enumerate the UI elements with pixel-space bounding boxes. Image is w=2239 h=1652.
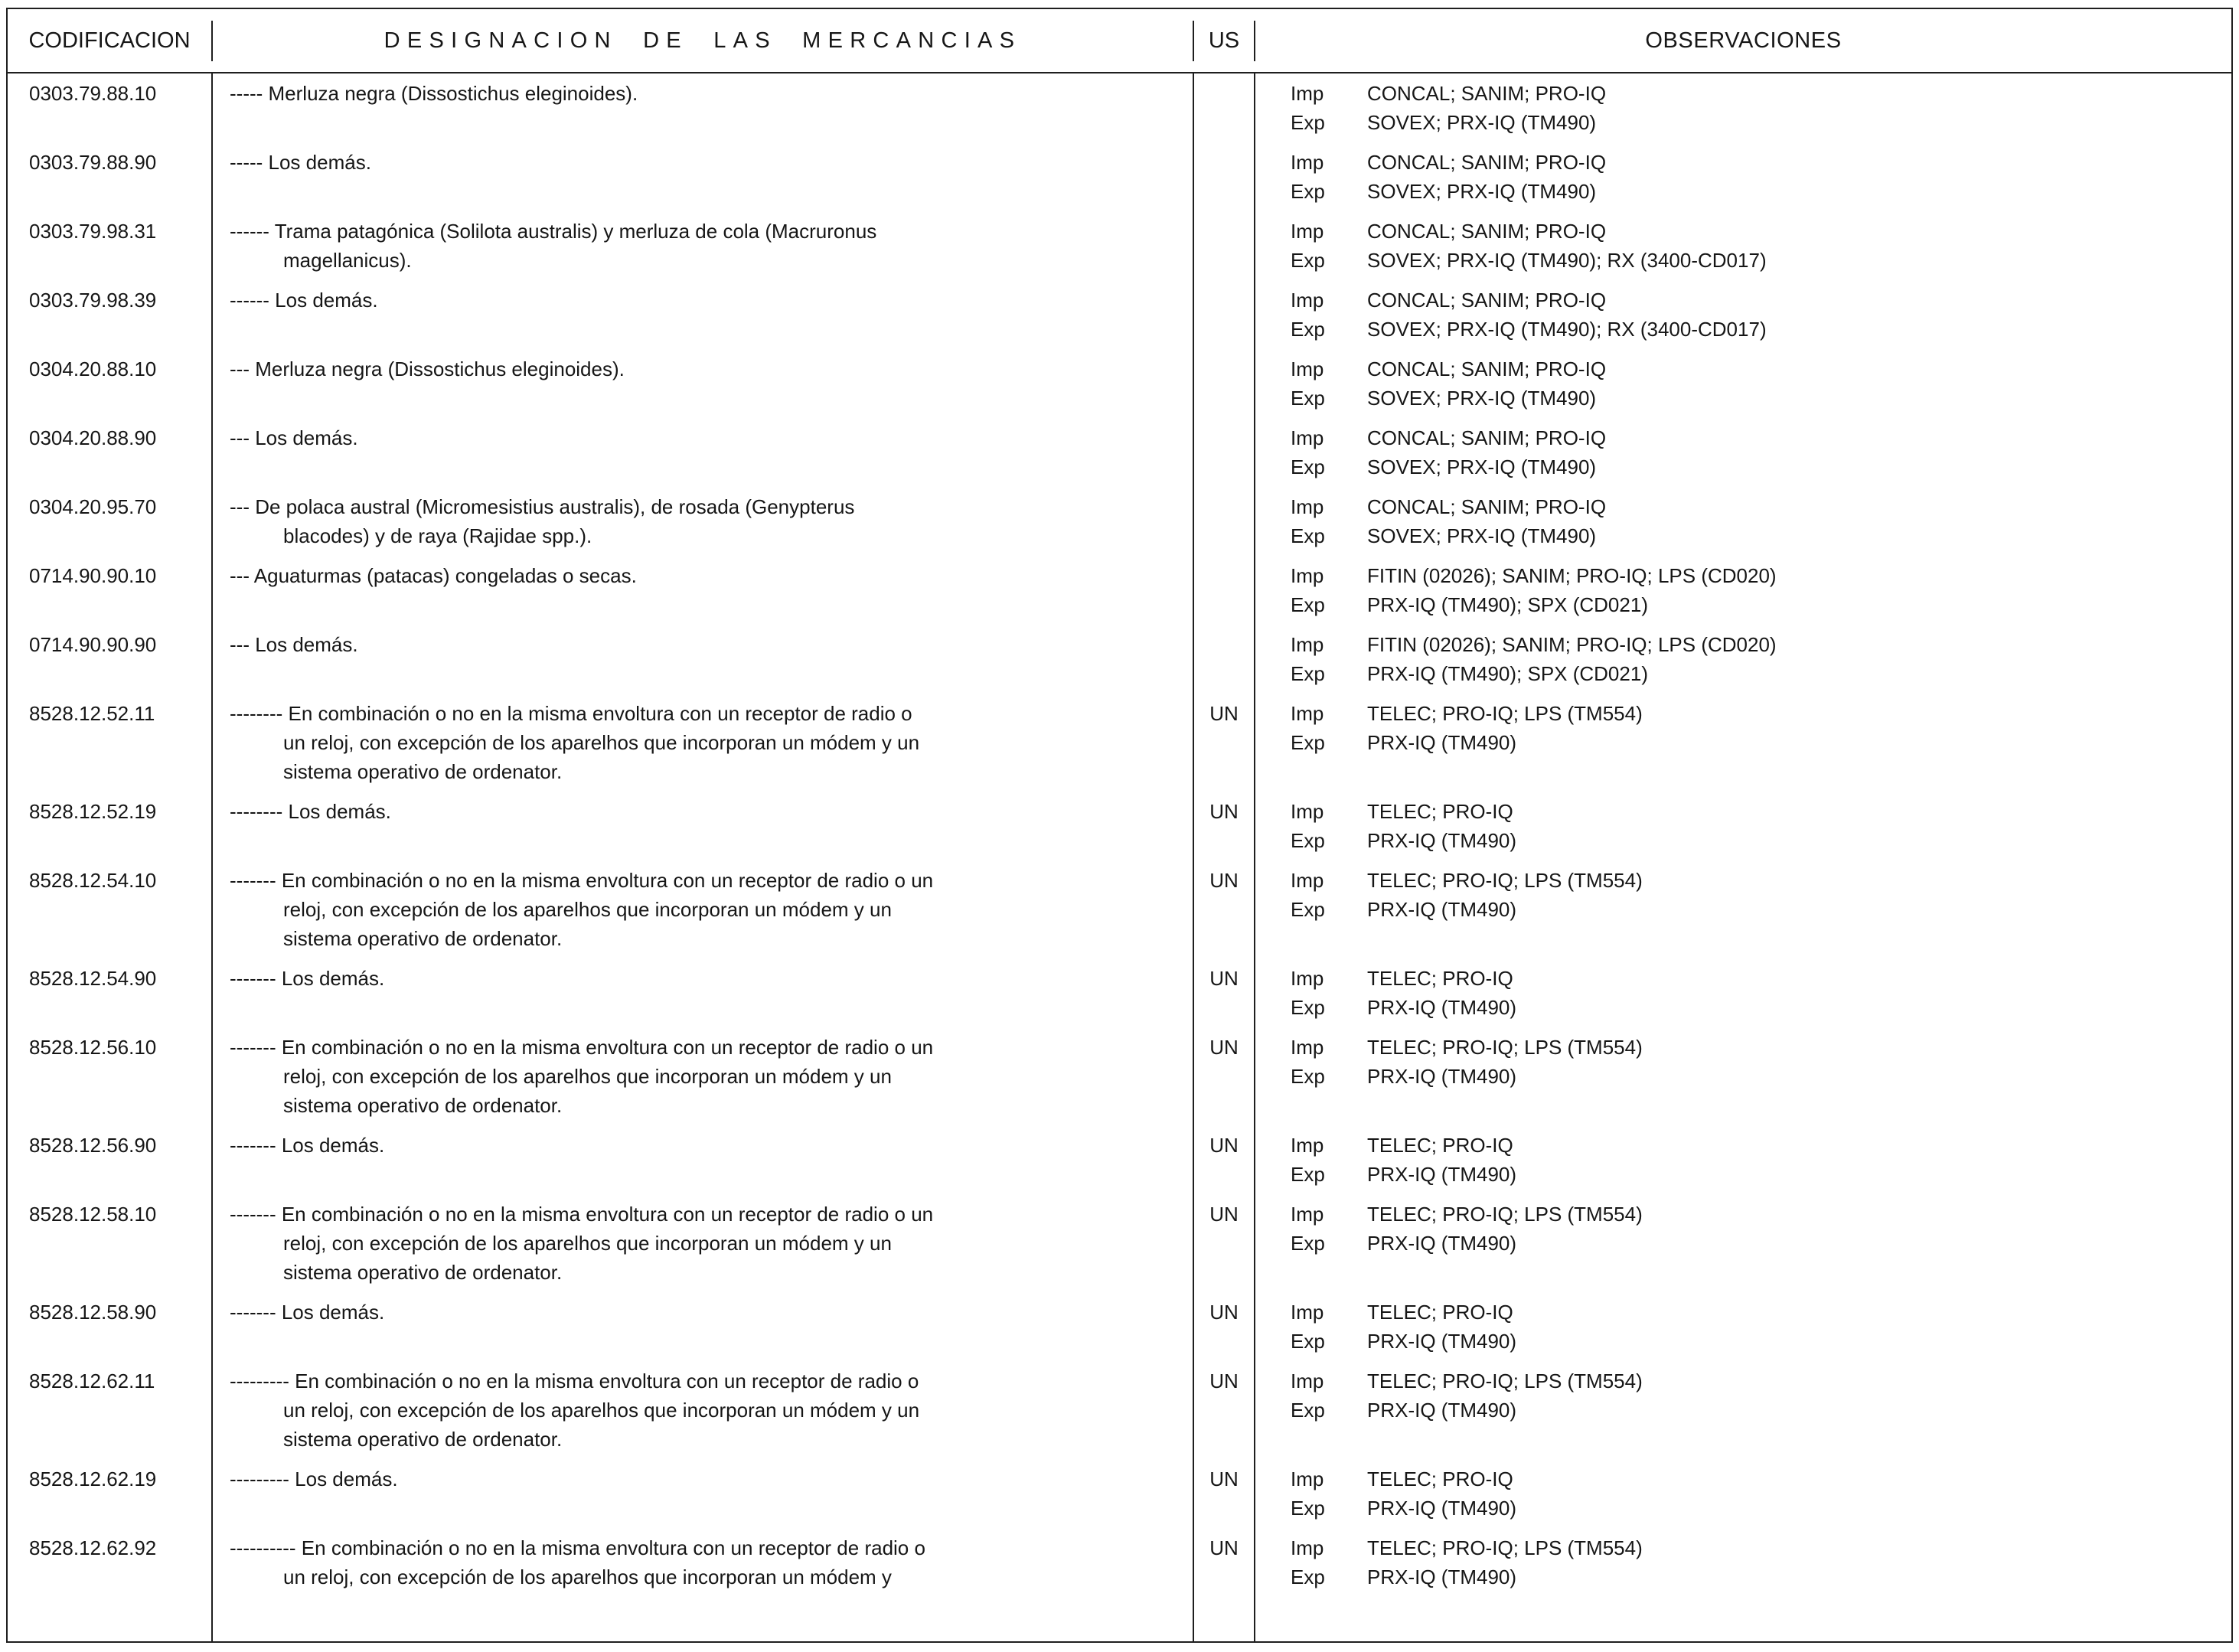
table-row xyxy=(8,280,2231,349)
obs-value: CONCAL; SANIM; PRO-IQ xyxy=(1367,357,1607,380)
us-cell xyxy=(1194,792,1255,860)
observation-line xyxy=(1291,797,2227,826)
obs-value: TELEC; PRO-IQ xyxy=(1367,1468,1513,1490)
obs-direction-label: Exp xyxy=(1291,829,1325,852)
designation-line: un reloj, con excepción de los aparelhos que incorporan un módem y xyxy=(283,1565,892,1588)
observation-line xyxy=(1291,1562,2227,1592)
observation-line xyxy=(1291,177,2227,206)
designation-cell xyxy=(213,1027,1194,1125)
observations-cell xyxy=(1255,1528,2231,1597)
us-cell xyxy=(1194,958,1255,1027)
header-us: US xyxy=(1194,21,1255,61)
designation-line: --------- En combinación o no en la misma envoltura con un receptor de radio o xyxy=(230,1370,919,1392)
code-cell xyxy=(8,860,213,958)
us-cell xyxy=(1194,1027,1255,1125)
us-value: UN xyxy=(1209,1134,1239,1157)
observation-line xyxy=(1291,1327,2227,1356)
observation-line xyxy=(1291,246,2227,275)
designation-cell xyxy=(213,142,1194,211)
table-row xyxy=(8,792,2231,860)
designation-cell xyxy=(213,487,1194,556)
obs-value: CONCAL; SANIM; PRO-IQ xyxy=(1367,289,1607,312)
code-value: 0303.79.88.90 xyxy=(29,151,157,174)
code-cell xyxy=(8,487,213,556)
obs-value: PRX-IQ (TM490); SPX (CD021) xyxy=(1367,593,1648,616)
observation-line xyxy=(1291,1160,2227,1189)
obs-direction-label: Imp xyxy=(1291,1203,1324,1226)
obs-value: TELEC; PRO-IQ; LPS (TM554) xyxy=(1367,869,1643,892)
code-value: 8528.12.58.10 xyxy=(29,1203,157,1226)
obs-direction-label: Imp xyxy=(1291,564,1324,587)
observations-cell xyxy=(1255,625,2231,694)
us-value: UN xyxy=(1209,800,1239,823)
obs-value: PRX-IQ (TM490) xyxy=(1367,1232,1517,1255)
observation-line xyxy=(1291,1533,2227,1562)
table-row xyxy=(8,1125,2231,1194)
designation-line: blacodes) y de raya (Rajidae spp.). xyxy=(283,524,592,547)
observation-line xyxy=(1291,1033,2227,1062)
filler-code-cell xyxy=(8,1597,213,1641)
obs-direction-label: Imp xyxy=(1291,967,1324,990)
obs-value: TELEC; PRO-IQ; LPS (TM554) xyxy=(1367,1536,1643,1559)
designation-cell xyxy=(213,694,1194,792)
us-cell xyxy=(1194,1528,1255,1597)
us-value: UN xyxy=(1209,1536,1239,1559)
observation-line xyxy=(1291,699,2227,728)
observation-line xyxy=(1291,1200,2227,1229)
code-value: 0304.20.95.70 xyxy=(29,495,157,518)
obs-value: CONCAL; SANIM; PRO-IQ xyxy=(1367,426,1607,449)
obs-value: SOVEX; PRX-IQ (TM490); RX (3400-CD017) xyxy=(1367,249,1767,272)
us-value: UN xyxy=(1209,1036,1239,1059)
designation-cell xyxy=(213,625,1194,694)
code-cell xyxy=(8,142,213,211)
table-row xyxy=(8,142,2231,211)
designation-line: ---------- En combinación o no en la misma envoltura con un receptor de radio o xyxy=(230,1536,925,1559)
obs-value: CONCAL; SANIM; PRO-IQ xyxy=(1367,220,1607,243)
designation-cell xyxy=(213,1361,1194,1459)
observation-line xyxy=(1291,148,2227,177)
designation-line: ------- Los demás. xyxy=(230,1134,385,1157)
code-value: 8528.12.56.10 xyxy=(29,1036,157,1059)
obs-direction-label: Exp xyxy=(1291,662,1325,685)
obs-direction-label: Imp xyxy=(1291,800,1324,823)
observation-line xyxy=(1291,384,2227,413)
code-value: 8528.12.62.11 xyxy=(29,1370,155,1392)
us-cell xyxy=(1194,1361,1255,1459)
obs-direction-label: Exp xyxy=(1291,1232,1325,1255)
obs-value: PRX-IQ (TM490) xyxy=(1367,898,1517,921)
obs-value: PRX-IQ (TM490) xyxy=(1367,1065,1517,1088)
obs-value: PRX-IQ (TM490) xyxy=(1367,1330,1517,1353)
observation-line xyxy=(1291,108,2227,137)
code-value: 0303.79.98.31 xyxy=(29,220,157,243)
us-value: UN xyxy=(1209,1301,1239,1324)
us-cell xyxy=(1194,487,1255,556)
code-value: 0304.20.88.90 xyxy=(29,426,157,449)
code-value: 0714.90.90.10 xyxy=(29,564,157,587)
obs-direction-label: Imp xyxy=(1291,1036,1324,1059)
us-cell xyxy=(1194,142,1255,211)
code-cell xyxy=(8,792,213,860)
observation-line xyxy=(1291,866,2227,895)
obs-value: SOVEX; PRX-IQ (TM490) xyxy=(1367,455,1597,478)
observation-line xyxy=(1291,1464,2227,1494)
table-row xyxy=(8,860,2231,958)
observation-line xyxy=(1291,315,2227,344)
designation-line: ------- En combinación o no en la misma envoltura con un receptor de radio o un xyxy=(230,1203,934,1226)
filler-designation-cell xyxy=(213,1597,1194,1641)
code-cell xyxy=(8,1528,213,1597)
obs-value: SOVEX; PRX-IQ (TM490) xyxy=(1367,524,1597,547)
obs-direction-label: Imp xyxy=(1291,426,1324,449)
designation-cell xyxy=(213,1528,1194,1597)
table-row xyxy=(8,556,2231,625)
obs-direction-label: Imp xyxy=(1291,357,1324,380)
obs-value: PRX-IQ (TM490) xyxy=(1367,1163,1517,1186)
filler-obs-cell xyxy=(1255,1597,2231,1641)
observations-cell xyxy=(1255,556,2231,625)
designation-line: -------- En combinación o no en la misma envoltura con un receptor de radio o xyxy=(230,702,912,725)
obs-value: FITIN (02026); SANIM; PRO-IQ; LPS (CD020) xyxy=(1367,564,1777,587)
table-row xyxy=(8,1027,2231,1125)
obs-value: TELEC; PRO-IQ xyxy=(1367,1301,1513,1324)
obs-direction-label: Imp xyxy=(1291,82,1324,105)
code-value: 8528.12.54.90 xyxy=(29,967,157,990)
observations-cell xyxy=(1255,1361,2231,1459)
designation-line: reloj, con excepción de los aparelhos que incorporan un módem y un xyxy=(283,1232,892,1255)
obs-direction-label: Exp xyxy=(1291,111,1325,134)
designation-line: reloj, con excepción de los aparelhos que incorporan un módem y un xyxy=(283,898,892,921)
us-value: UN xyxy=(1209,1468,1239,1490)
designation-line: --- Aguaturmas (patacas) congeladas o secas. xyxy=(230,564,637,587)
observation-line xyxy=(1291,1396,2227,1425)
obs-direction-label: Exp xyxy=(1291,1399,1325,1422)
observations-cell xyxy=(1255,142,2231,211)
designation-cell xyxy=(213,349,1194,418)
obs-value: PRX-IQ (TM490) xyxy=(1367,996,1517,1019)
header-observaciones: OBSERVACIONES xyxy=(1645,28,1842,53)
table-row xyxy=(8,1194,2231,1292)
us-cell xyxy=(1194,349,1255,418)
obs-value: TELEC; PRO-IQ; LPS (TM554) xyxy=(1367,702,1643,725)
table-row xyxy=(8,1361,2231,1459)
obs-direction-label: Imp xyxy=(1291,1370,1324,1392)
designation-line: --------- Los demás. xyxy=(230,1468,398,1490)
obs-value: SOVEX; PRX-IQ (TM490) xyxy=(1367,180,1597,203)
obs-value: PRX-IQ (TM490); SPX (CD021) xyxy=(1367,662,1648,685)
obs-value: TELEC; PRO-IQ xyxy=(1367,1134,1513,1157)
code-cell xyxy=(8,1459,213,1528)
obs-value: TELEC; PRO-IQ xyxy=(1367,967,1513,990)
obs-value: TELEC; PRO-IQ; LPS (TM554) xyxy=(1367,1370,1643,1392)
us-cell xyxy=(1194,1194,1255,1292)
designation-line: ----- Merluza negra (Dissostichus eleginoides). xyxy=(230,82,638,105)
header-codificacion: CODIFICACION xyxy=(8,21,213,61)
table-row xyxy=(8,1528,2231,1597)
table-row xyxy=(8,694,2231,792)
code-value: 8528.12.52.11 xyxy=(29,702,155,725)
us-cell xyxy=(1194,694,1255,792)
table-row xyxy=(8,1292,2231,1361)
table-row xyxy=(8,625,2231,694)
designation-line: --- De polaca austral (Micromesistius australis), de rosada (Genypterus xyxy=(230,495,855,518)
designation-cell xyxy=(213,958,1194,1027)
obs-direction-label: Exp xyxy=(1291,318,1325,341)
observation-line xyxy=(1291,1494,2227,1523)
observation-line xyxy=(1291,1062,2227,1091)
obs-direction-label: Imp xyxy=(1291,151,1324,174)
designation-cell xyxy=(213,211,1194,280)
observation-line xyxy=(1291,1298,2227,1327)
designation-cell xyxy=(213,860,1194,958)
obs-direction-label: Exp xyxy=(1291,1065,1325,1088)
code-value: 8528.12.56.90 xyxy=(29,1134,157,1157)
designation-line: reloj, con excepción de los aparelhos que incorporan un módem y un xyxy=(283,1065,892,1088)
table-filler-row xyxy=(8,1597,2231,1641)
obs-direction-label: Imp xyxy=(1291,869,1324,892)
designation-cell xyxy=(213,1194,1194,1292)
code-value: 8528.12.62.92 xyxy=(29,1536,157,1559)
obs-direction-label: Exp xyxy=(1291,898,1325,921)
observation-line xyxy=(1291,354,2227,384)
observations-cell xyxy=(1255,694,2231,792)
designation-line: ------- Los demás. xyxy=(230,967,385,990)
code-cell xyxy=(8,280,213,349)
obs-value: CONCAL; SANIM; PRO-IQ xyxy=(1367,151,1607,174)
tariff-table xyxy=(6,8,2233,1643)
obs-value: PRX-IQ (TM490) xyxy=(1367,829,1517,852)
code-value: 0714.90.90.90 xyxy=(29,633,157,656)
code-cell xyxy=(8,1125,213,1194)
header-designacion: DESIGNACION DE LAS MERCANCIAS xyxy=(213,21,1194,61)
code-value: 8528.12.58.90 xyxy=(29,1301,157,1324)
code-cell xyxy=(8,211,213,280)
obs-value: PRX-IQ (TM490) xyxy=(1367,731,1517,754)
obs-direction-label: Imp xyxy=(1291,1536,1324,1559)
obs-value: TELEC; PRO-IQ xyxy=(1367,800,1513,823)
observations-cell xyxy=(1255,792,2231,860)
observation-line xyxy=(1291,659,2227,688)
us-cell xyxy=(1194,280,1255,349)
observation-line xyxy=(1291,492,2227,521)
obs-direction-label: Imp xyxy=(1291,220,1324,243)
code-cell xyxy=(8,1361,213,1459)
code-cell xyxy=(8,418,213,487)
obs-direction-label: Exp xyxy=(1291,731,1325,754)
observation-line xyxy=(1291,728,2227,757)
observations-cell xyxy=(1255,211,2231,280)
designation-line: sistema operativo de ordenator. xyxy=(283,927,563,950)
observation-line xyxy=(1291,1131,2227,1160)
code-value: 8528.12.54.10 xyxy=(29,869,157,892)
obs-direction-label: Exp xyxy=(1291,593,1325,616)
designation-line: --- Los demás. xyxy=(230,426,358,449)
observation-line xyxy=(1291,964,2227,993)
observation-line xyxy=(1291,826,2227,855)
obs-direction-label: Exp xyxy=(1291,180,1325,203)
designation-line: sistema operativo de ordenator. xyxy=(283,1261,563,1284)
us-cell xyxy=(1194,211,1255,280)
code-cell xyxy=(8,556,213,625)
us-cell xyxy=(1194,1459,1255,1528)
code-cell xyxy=(8,349,213,418)
us-value: UN xyxy=(1209,967,1239,990)
designation-cell xyxy=(213,418,1194,487)
designation-cell xyxy=(213,73,1194,142)
code-value: 0304.20.88.10 xyxy=(29,357,157,380)
obs-value: PRX-IQ (TM490) xyxy=(1367,1399,1517,1422)
obs-direction-label: Exp xyxy=(1291,1497,1325,1520)
obs-value: FITIN (02026); SANIM; PRO-IQ; LPS (CD020) xyxy=(1367,633,1777,656)
designation-line: un reloj, con excepción de los aparelhos que incorporan un módem y un xyxy=(283,731,920,754)
observation-line xyxy=(1291,1229,2227,1258)
us-cell xyxy=(1194,1292,1255,1361)
obs-direction-label: Exp xyxy=(1291,455,1325,478)
designation-line: sistema operativo de ordenator. xyxy=(283,1428,563,1451)
observations-cell xyxy=(1255,1194,2231,1292)
code-cell xyxy=(8,958,213,1027)
obs-direction-label: Imp xyxy=(1291,633,1324,656)
us-cell xyxy=(1194,1125,1255,1194)
us-cell xyxy=(1194,418,1255,487)
code-value: 0303.79.88.10 xyxy=(29,82,157,105)
code-cell xyxy=(8,625,213,694)
table-body xyxy=(8,73,2231,1597)
observation-line xyxy=(1291,993,2227,1022)
obs-direction-label: Imp xyxy=(1291,702,1324,725)
observation-line xyxy=(1291,561,2227,590)
table-row xyxy=(8,349,2231,418)
designation-cell xyxy=(213,792,1194,860)
designation-cell xyxy=(213,1125,1194,1194)
table-row xyxy=(8,487,2231,556)
obs-direction-label: Exp xyxy=(1291,387,1325,410)
code-cell xyxy=(8,1194,213,1292)
observations-cell xyxy=(1255,958,2231,1027)
observations-cell xyxy=(1255,487,2231,556)
designation-line: ------ Trama patagónica (Solilota australis) y merluza de cola (Macruronus xyxy=(230,220,877,243)
observations-cell xyxy=(1255,418,2231,487)
obs-direction-label: Exp xyxy=(1291,524,1325,547)
observation-line xyxy=(1291,895,2227,924)
observations-cell xyxy=(1255,280,2231,349)
us-value: UN xyxy=(1209,1203,1239,1226)
obs-direction-label: Imp xyxy=(1291,495,1324,518)
designation-line: --- Los demás. xyxy=(230,633,358,656)
designation-line: sistema operativo de ordenator. xyxy=(283,760,563,783)
obs-value: PRX-IQ (TM490) xyxy=(1367,1497,1517,1520)
obs-direction-label: Imp xyxy=(1291,1301,1324,1324)
obs-direction-label: Exp xyxy=(1291,996,1325,1019)
designation-line: sistema operativo de ordenator. xyxy=(283,1094,563,1117)
observation-line xyxy=(1291,630,2227,659)
observation-line xyxy=(1291,217,2227,246)
designation-line: ------- En combinación o no en la misma envoltura con un receptor de radio o un xyxy=(230,869,934,892)
observation-line xyxy=(1291,79,2227,108)
us-value: UN xyxy=(1209,1370,1239,1392)
obs-direction-label: Imp xyxy=(1291,1468,1324,1490)
code-value: 8528.12.62.19 xyxy=(29,1468,157,1490)
observation-line xyxy=(1291,286,2227,315)
designation-line: ------- Los demás. xyxy=(230,1301,385,1324)
designation-line: ----- Los demás. xyxy=(230,151,371,174)
us-cell xyxy=(1194,625,1255,694)
obs-direction-label: Imp xyxy=(1291,1134,1324,1157)
obs-value: TELEC; PRO-IQ; LPS (TM554) xyxy=(1367,1203,1643,1226)
obs-direction-label: Exp xyxy=(1291,1330,1325,1353)
code-value: 8528.12.52.19 xyxy=(29,800,157,823)
observation-line xyxy=(1291,590,2227,619)
designation-cell xyxy=(213,1292,1194,1361)
observations-cell xyxy=(1255,73,2231,142)
observation-line xyxy=(1291,452,2227,482)
us-value: UN xyxy=(1209,702,1239,725)
table-row xyxy=(8,1459,2231,1528)
obs-value: TELEC; PRO-IQ; LPS (TM554) xyxy=(1367,1036,1643,1059)
code-cell xyxy=(8,1292,213,1361)
observations-cell xyxy=(1255,860,2231,958)
obs-direction-label: Exp xyxy=(1291,1163,1325,1186)
obs-value: SOVEX; PRX-IQ (TM490); RX (3400-CD017) xyxy=(1367,318,1767,341)
table-row xyxy=(8,211,2231,280)
observations-cell xyxy=(1255,1459,2231,1528)
table-row xyxy=(8,958,2231,1027)
obs-direction-label: Exp xyxy=(1291,1565,1325,1588)
designation-cell xyxy=(213,556,1194,625)
observation-line xyxy=(1291,423,2227,452)
designation-line: --- Merluza negra (Dissostichus eleginoides). xyxy=(230,357,625,380)
table-header-row xyxy=(8,9,2231,73)
obs-direction-label: Exp xyxy=(1291,249,1325,272)
obs-direction-label: Imp xyxy=(1291,289,1324,312)
code-cell xyxy=(8,694,213,792)
obs-value: SOVEX; PRX-IQ (TM490) xyxy=(1367,111,1597,134)
filler-us-cell xyxy=(1194,1597,1255,1641)
designation-line: un reloj, con excepción de los aparelhos que incorporan un módem y un xyxy=(283,1399,920,1422)
observations-cell xyxy=(1255,1292,2231,1361)
table-row xyxy=(8,73,2231,142)
designation-line: ------- En combinación o no en la misma envoltura con un receptor de radio o un xyxy=(230,1036,934,1059)
us-value: UN xyxy=(1209,869,1239,892)
us-cell xyxy=(1194,860,1255,958)
designation-cell xyxy=(213,280,1194,349)
obs-value: CONCAL; SANIM; PRO-IQ xyxy=(1367,82,1607,105)
code-value: 0303.79.98.39 xyxy=(29,289,157,312)
designation-line: ------ Los demás. xyxy=(230,289,378,312)
designation-line: -------- Los demás. xyxy=(230,800,391,823)
designation-line: magellanicus). xyxy=(283,249,412,272)
us-cell xyxy=(1194,73,1255,142)
code-cell xyxy=(8,1027,213,1125)
observation-line xyxy=(1291,1366,2227,1396)
observation-line xyxy=(1291,521,2227,550)
table-row xyxy=(8,418,2231,487)
code-cell xyxy=(8,73,213,142)
obs-value: CONCAL; SANIM; PRO-IQ xyxy=(1367,495,1607,518)
observations-cell xyxy=(1255,349,2231,418)
obs-value: PRX-IQ (TM490) xyxy=(1367,1565,1517,1588)
designation-cell xyxy=(213,1459,1194,1528)
obs-value: SOVEX; PRX-IQ (TM490) xyxy=(1367,387,1597,410)
observations-cell xyxy=(1255,1125,2231,1194)
us-cell xyxy=(1194,556,1255,625)
observations-cell xyxy=(1255,1027,2231,1125)
